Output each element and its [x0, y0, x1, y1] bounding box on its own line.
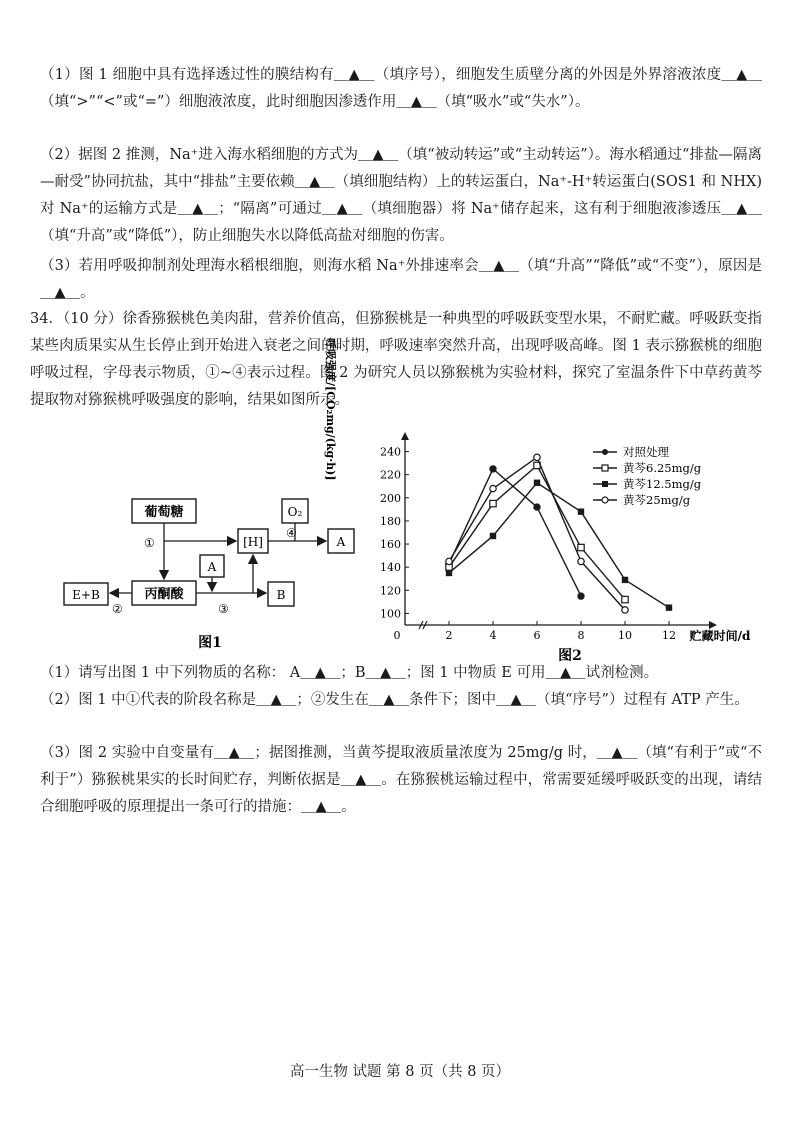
page-footer: 高一生物 试题 第 8 页（共 8 页）: [289, 1064, 511, 1080]
data-point: [490, 466, 496, 472]
y-axis-title: 呼吸强度/[CO₂mg/(kg·h)]: [324, 338, 337, 481]
data-point: [490, 500, 496, 506]
step3-label: ③: [218, 602, 229, 616]
a-mid-label: A: [207, 560, 217, 574]
legend-entry: 对照处理: [623, 445, 669, 459]
x-tick-label: 0: [393, 629, 401, 642]
figure1-caption: 图1: [198, 635, 222, 651]
q34-intro: 34．（10 分）徐香猕猴桃色美肉甜，营养价值高，但猕猴桃是一种典型的呼吸跃变型水果，不耐贮藏。呼吸跃变指某些肉质果实从生长停止到开始进入衰老之间的时期，呼吸速率突然升高，出现呼吸高峰。图 1 表示猕猴桃的细胞呼吸过程，字母表示物质，①~④表示过程。图 2 为研究人员以猕猴桃为实验材料，探究了室温条件下中草药黄芩提取物对猕猴桃呼吸强度的影响，结果如图所示。: [30, 311, 762, 408]
data-point: [578, 593, 584, 599]
data-point: [490, 533, 496, 539]
y-tick-label: 220: [380, 468, 401, 482]
legend-entry: 黄芩25mg/g: [623, 493, 691, 507]
q34-part1: （1）请写出图 1 中下列物质的名称： A＿▲＿；B＿▲＿；图 1 中物质 E 可用＿▲＿试剂检测。: [40, 665, 659, 681]
legend-entry: 黄芩6.25mg/g: [623, 461, 702, 475]
q33-part2: （2）据图 2 推测，Na⁺进入海水稻细胞的方式为＿▲＿（填“被动转运”或“主动转运”）。海水稻通过“排盐—隔离—耐受”协同抗盐，其中“排盐”主要依赖＿▲＿（填细胞结构）上的转运蛋白，Na⁺-H⁺转运蛋白(SOS1 和 NHX)对 Na⁺的运输方式是＿▲＿；“隔离”可通过＿▲＿（填细胞器）将 Na⁺储存起来，这有利于细胞液渗透压＿▲＿（填“升高”或“降低”），防止细胞失水以降低高盐对细胞的伤害。: [40, 147, 762, 244]
x-axis-arrow: [709, 621, 717, 629]
data-point: [666, 604, 672, 610]
x-tick-label: 2: [445, 629, 453, 642]
eb-label: E+B: [72, 588, 100, 602]
figure1-diagram: [60, 465, 360, 650]
x-tick-label: 10: [618, 629, 632, 642]
data-point: [622, 577, 628, 583]
x-tick-label: 8: [577, 629, 585, 642]
data-point: [578, 544, 584, 550]
step1-label: ①: [144, 536, 155, 550]
data-point: [446, 570, 452, 576]
legend-marker: [602, 497, 608, 503]
h-label: [H]: [243, 535, 263, 549]
x-tick-label: 4: [489, 629, 497, 642]
q34-part3: （3）图 2 实验中自变量有＿▲＿；据图推测，当黄芩提取液质量浓度为 25mg/g 时，＿▲＿（填“有利于”或“不利于”）猕猴桃果实的长时间贮存，判断依据是＿▲＿。在猕猴桃运输过程中，常需要延缓呼吸跃变的出现，请结合细胞呼吸的原理提出一条可行的措施：＿▲＿。: [40, 745, 762, 815]
figure2-caption: 图2: [558, 648, 582, 664]
glucose-label: 葡萄糖: [144, 505, 184, 520]
a-top-label: A: [336, 535, 346, 549]
x-tick-label: 6: [533, 629, 541, 642]
legend-marker: [602, 465, 608, 471]
q33-part3: （3）若用呼吸抑制剂处理海水稻根细胞，则海水稻 Na⁺外排速率会＿▲＿（填“升高”“降低”或“不变”），原因是＿▲＿。: [40, 258, 762, 301]
y-tick-label: 200: [380, 491, 401, 505]
y-tick-label: 100: [380, 607, 401, 621]
data-point: [534, 454, 540, 460]
y-tick-label: 180: [380, 514, 401, 528]
data-point: [534, 504, 540, 510]
series-line-0: [449, 469, 581, 596]
data-point: [446, 558, 452, 564]
legend-marker: [602, 449, 608, 455]
figure2-chart: [324, 338, 765, 665]
legend-entry: 黄芩12.5mg/g: [623, 477, 702, 491]
data-point: [622, 607, 628, 613]
q33-part1: （1）图 1 细胞中具有选择透过性的膜结构有＿▲＿（填序号），细胞发生质壁分离的外因是外界溶液浓度＿▲＿（填“>”“<”或“=”）细胞液浓度，此时细胞因渗透作用＿▲＿（填“吸水”或“失水”）。: [40, 67, 762, 110]
q34-part2: （2）图 1 中①代表的阶段名称是＿▲＿；②发生在＿▲＿条件下；图中＿▲＿（填“序号”）过程有 ATP 产生。: [40, 692, 749, 708]
y-tick-label: 140: [380, 561, 401, 575]
y-tick-label: 240: [380, 445, 401, 459]
y-tick-label: 160: [380, 538, 401, 552]
b-label: B: [276, 588, 286, 602]
x-axis-title: 贮藏时间/d: [689, 629, 751, 643]
y-axis-arrow: [401, 432, 409, 440]
y-tick-label: 120: [380, 584, 401, 598]
data-point: [578, 508, 584, 514]
data-point: [534, 480, 540, 486]
data-point: [578, 558, 584, 564]
legend-marker: [602, 481, 608, 487]
x-tick-label: 12: [662, 629, 676, 642]
o2-label: O₂: [287, 505, 303, 519]
data-point: [490, 485, 496, 491]
step2-label: ②: [112, 602, 123, 616]
data-point: [622, 596, 628, 602]
step4-label: ④: [286, 526, 297, 540]
pyruvate-label: 丙酮酸: [144, 587, 184, 602]
